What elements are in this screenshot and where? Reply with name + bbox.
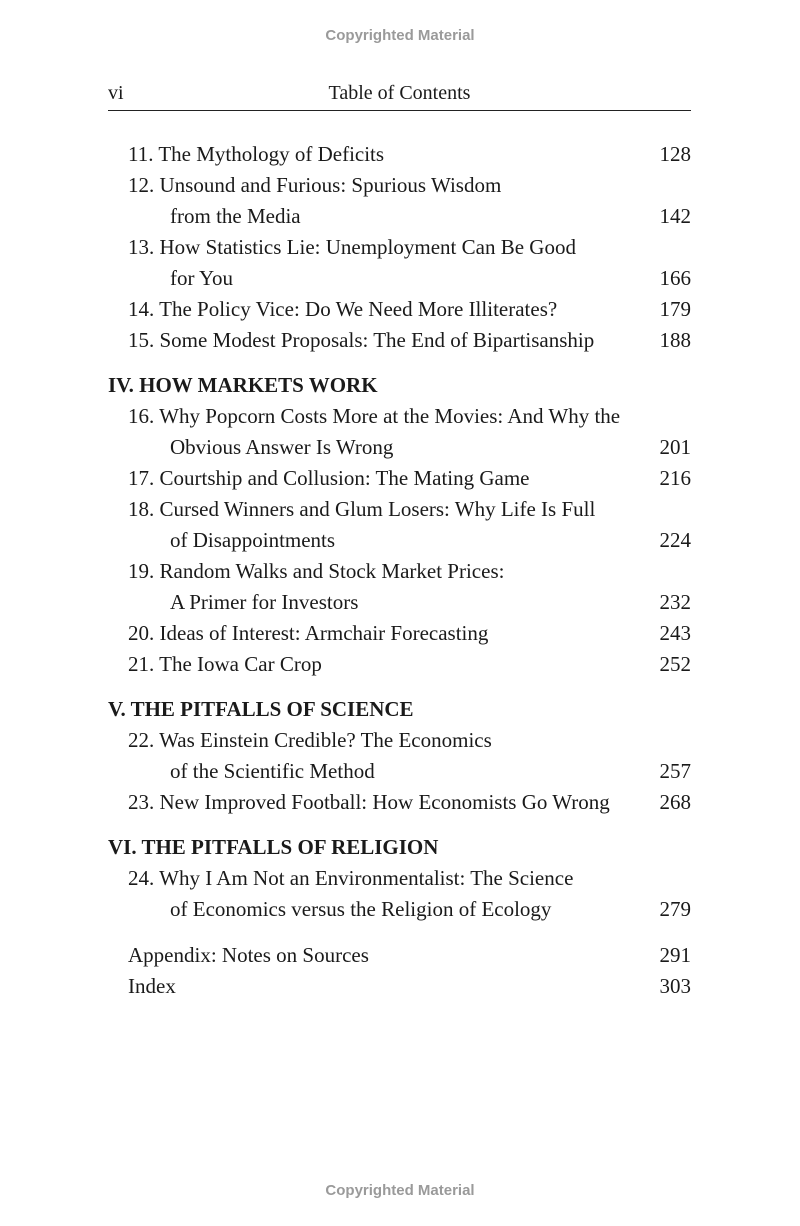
- toc-entry-22: 22. Was Einstein Credible? The Economics: [128, 728, 492, 752]
- toc-entry-15: 15. Some Modest Proposals: The End of Bipartisanship 188: [108, 325, 691, 356]
- toc-entry-18-cont: of Disappointments 224: [108, 525, 691, 556]
- toc-page-number: 279: [659, 897, 691, 921]
- part-heading-iv: IV. HOW MARKETS WORK: [108, 373, 378, 397]
- copyright-watermark-top: Copyrighted Material: [325, 27, 475, 44]
- table-of-contents: [108, 139, 691, 1002]
- toc-entry-12-cont: from the Media 142: [108, 201, 691, 232]
- toc-page-number: 257: [659, 759, 691, 783]
- toc-entry-22-cont: of the Scientific Method 257: [108, 756, 691, 787]
- toc-page-number: 303: [659, 974, 691, 998]
- toc-page-number: 142: [659, 204, 691, 228]
- page-folio: vi: [108, 82, 124, 104]
- toc-entry-18: 18. Cursed Winners and Glum Losers: Why Life Is Full: [128, 497, 596, 521]
- toc-entry-21: 21. The Iowa Car Crop 252: [108, 649, 691, 680]
- copyright-watermark-bottom: Copyrighted Material: [325, 1182, 475, 1199]
- toc-page-number: 243: [659, 621, 691, 645]
- part-heading-vi: VI. THE PITFALLS OF RELIGION: [108, 835, 439, 859]
- running-head-title: Table of Contents: [328, 82, 471, 104]
- toc-page-number: 216: [659, 466, 691, 490]
- toc-page-number: 224: [659, 528, 691, 552]
- part-heading-v: V. THE PITFALLS OF SCIENCE: [108, 697, 414, 721]
- toc-entry-17: 17. Courtship and Collusion: The Mating Game 216: [108, 463, 691, 494]
- toc-page-number: 232: [659, 590, 691, 614]
- toc-entry-11: 11. The Mythology of Deficits 128: [108, 139, 691, 170]
- toc-entry-13: 13. How Statistics Lie: Unemployment Can Be Good: [128, 235, 576, 259]
- toc-entry-16: 16. Why Popcorn Costs More at the Movies: And Why the: [128, 404, 621, 428]
- toc-entry-14: 14. The Policy Vice: Do We Need More Illiterates? 179: [108, 294, 691, 325]
- toc-entry-24: 24. Why I Am Not an Environmentalist: The Science: [128, 866, 574, 890]
- toc-entry-index: Index 303: [108, 971, 691, 1002]
- toc-entry-12: 12. Unsound and Furious: Spurious Wisdom: [128, 173, 502, 197]
- toc-page-number: 201: [659, 435, 691, 459]
- toc-page-number: 291: [659, 943, 691, 967]
- toc-page-number: 252: [659, 652, 691, 676]
- toc-entry-24-cont: of Economics versus the Religion of Ecology 279: [108, 894, 691, 925]
- toc-entry-20: 20. Ideas of Interest: Armchair Forecasting 243: [108, 618, 691, 649]
- toc-page-number: 179: [659, 297, 691, 321]
- toc-entry-19: 19. Random Walks and Stock Market Prices:: [128, 559, 505, 583]
- toc-entry-16-cont: Obvious Answer Is Wrong 201: [108, 432, 691, 463]
- running-head: [108, 80, 691, 111]
- toc-page-number: 166: [659, 266, 691, 290]
- toc-entry-19-cont: A Primer for Investors 232: [108, 587, 691, 618]
- toc-entry-13-cont: for You 166: [108, 263, 691, 294]
- toc-page-number: 268: [659, 790, 691, 814]
- toc-entry-23: 23. New Improved Football: How Economists Go Wrong 268: [108, 787, 691, 818]
- toc-entry-appendix: Appendix: Notes on Sources 291: [108, 940, 691, 971]
- toc-page-number: 188: [659, 328, 691, 352]
- toc-page-number: 128: [659, 142, 691, 166]
